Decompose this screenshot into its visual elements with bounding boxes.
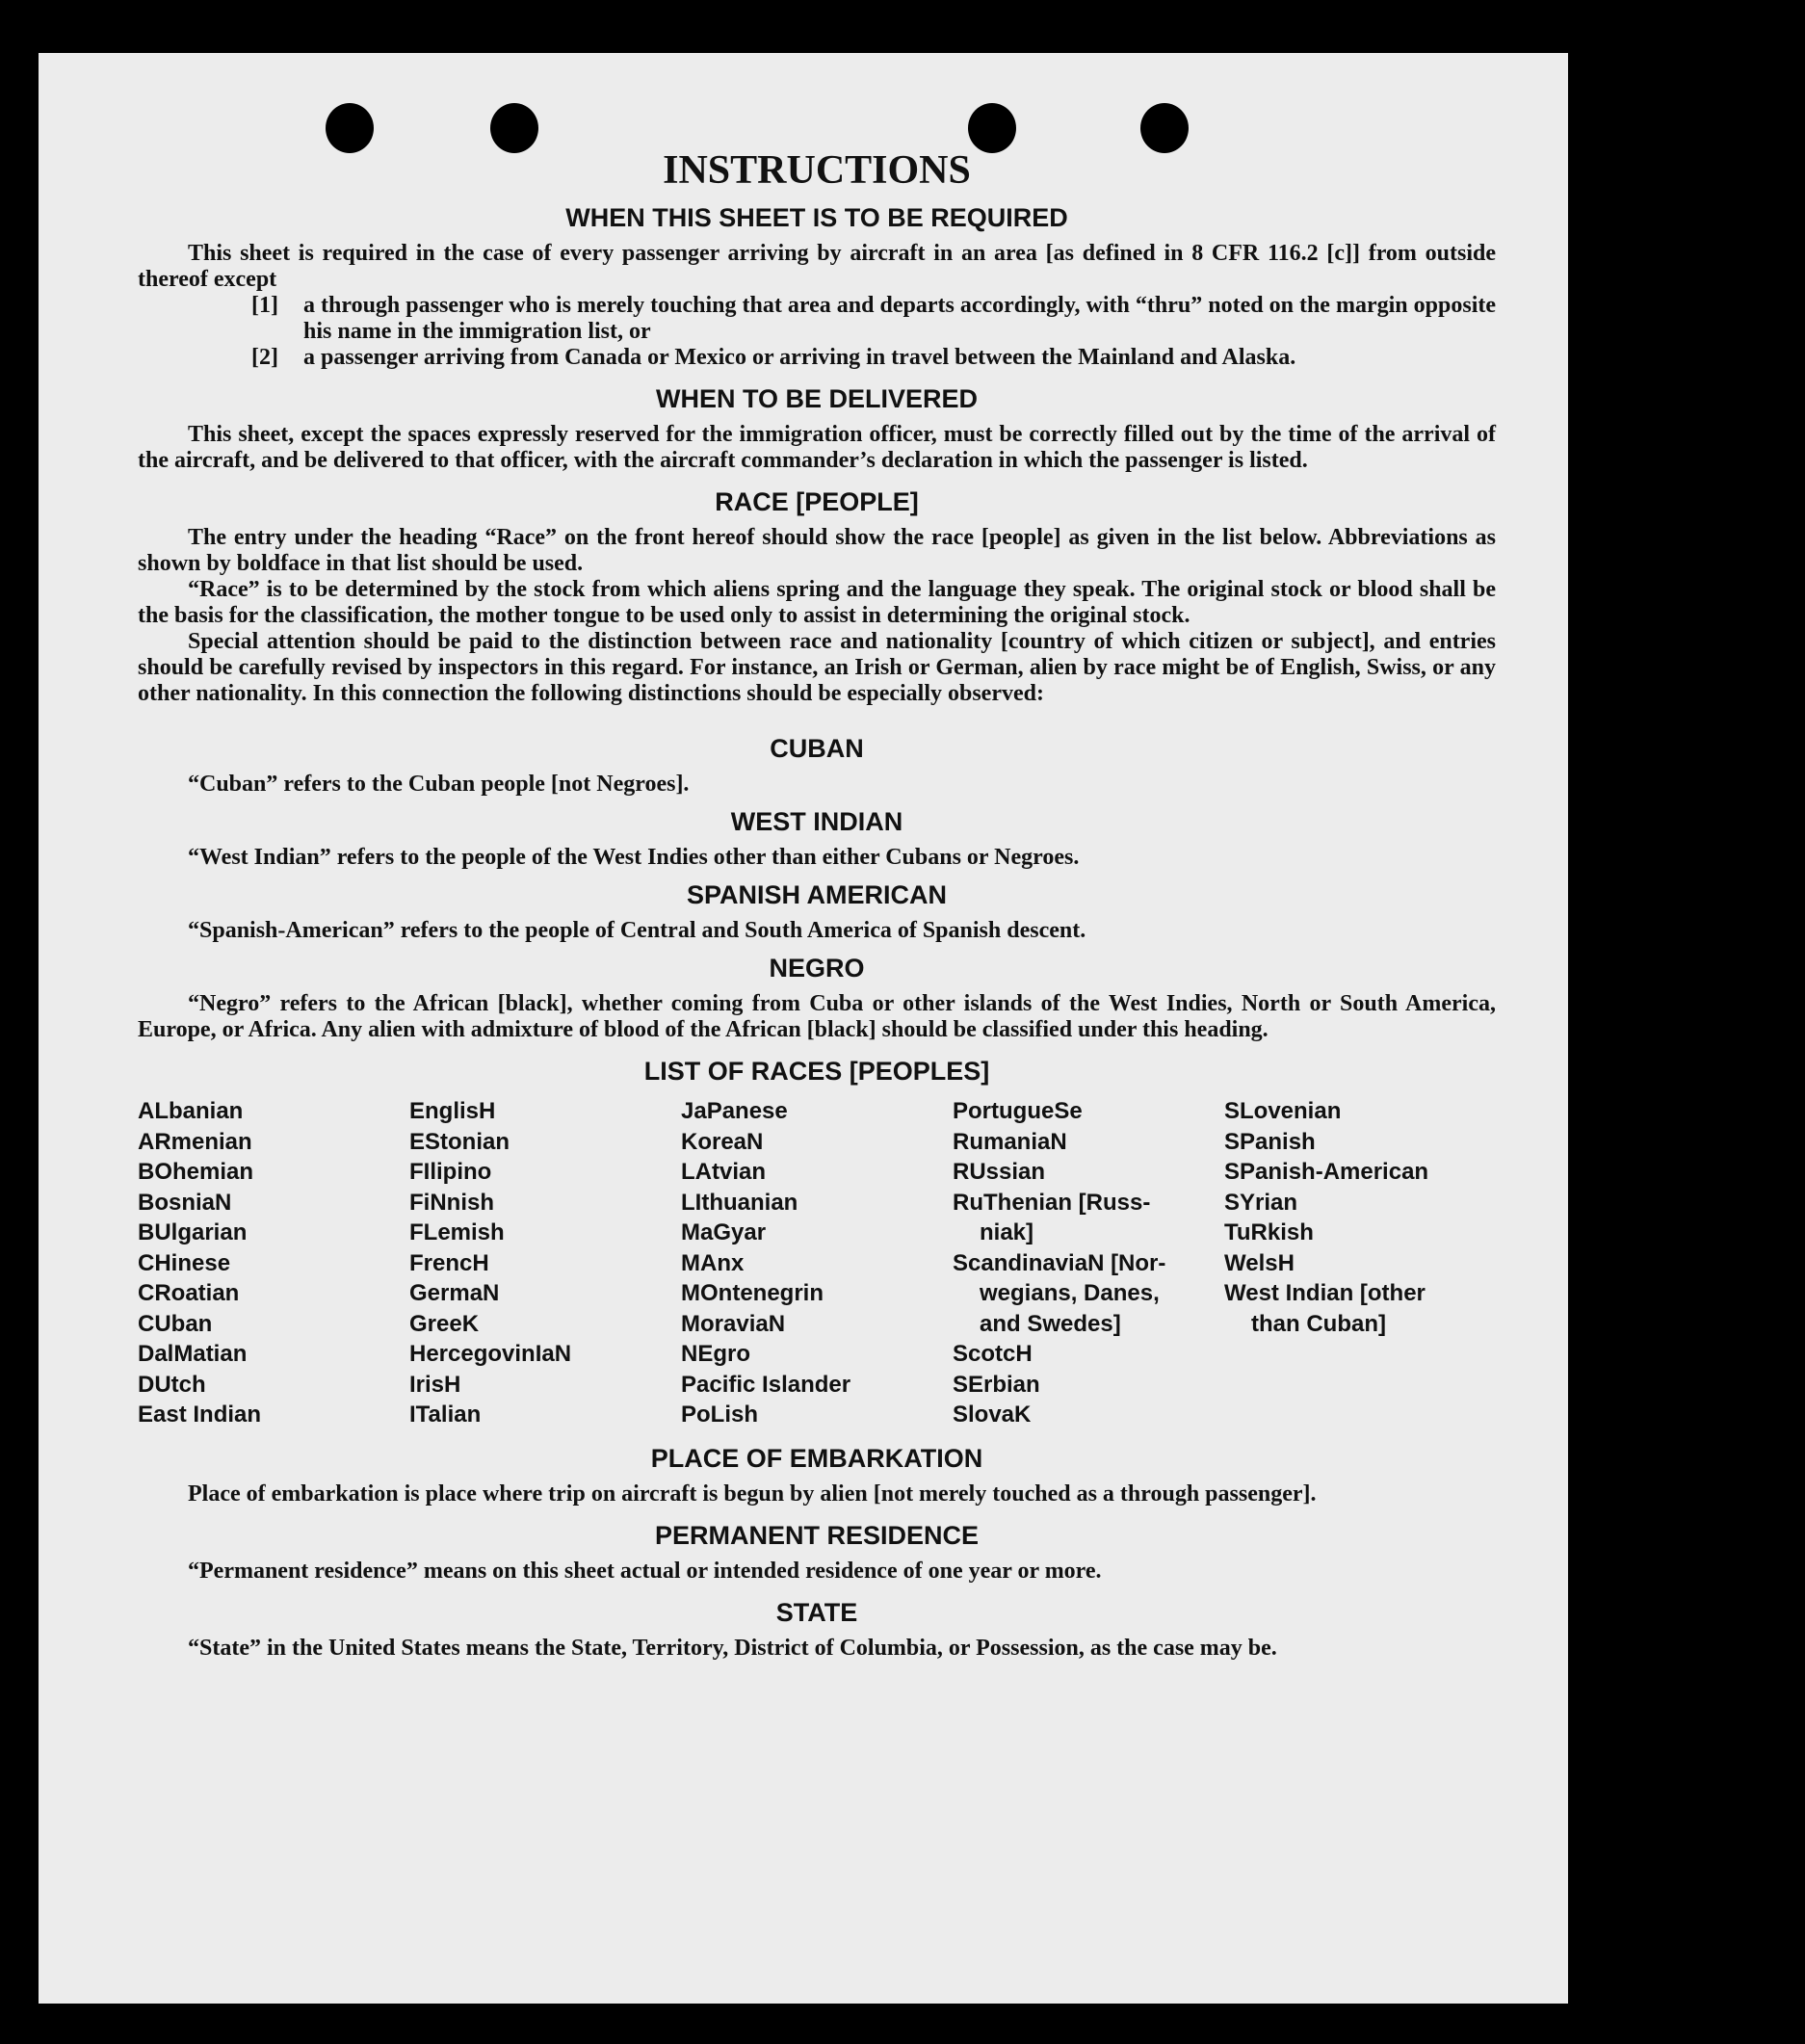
heading-spanish-american: SPANISH AMERICAN	[686, 880, 947, 909]
race-entry: SYrian	[1224, 1189, 1298, 1216]
race-entry: FrencH	[409, 1249, 489, 1276]
heading-place-of-embarkation: PLACE OF EMBARKATION	[650, 1443, 983, 1473]
race-entry: FiNnish	[409, 1189, 494, 1216]
race-entry: MaGyar	[681, 1219, 767, 1245]
exception-number: [1]	[251, 293, 278, 318]
race-entry: GermaN	[409, 1280, 500, 1306]
race-entry: WelsH	[1224, 1249, 1295, 1276]
permanent-residence-text: “Permanent residence” means on this sheet actual or intended residence of one year or more.	[188, 1558, 1102, 1584]
exception-item	[138, 345, 1496, 371]
race-entry: TuRkish	[1224, 1219, 1314, 1245]
race-entry-continuation: and Swedes]	[980, 1310, 1121, 1337]
exception-text: a passenger arriving from Canada or Mexico or arriving in travel between the Mainland and Alaska.	[303, 345, 1296, 370]
heading-west-indian: WEST INDIAN	[730, 807, 903, 836]
race-entry: NEgro	[681, 1341, 750, 1367]
race-entry: CHinese	[138, 1249, 231, 1276]
heading-race: RACE [PEOPLE]	[715, 487, 919, 516]
race-entry: CRoatian	[138, 1280, 240, 1306]
race-entry: RumaniaN	[953, 1128, 1067, 1155]
race-paragraph: “Race” is to be determined by the stock from which aliens spring and the language they speak. The original stock or blood shall be the basis for the classification, the mother tongue to be used only to assist in determining the original stock.	[138, 577, 1496, 628]
races-column	[409, 1096, 681, 1430]
race-entry: EStonian	[409, 1128, 510, 1155]
race-entry-continuation: than Cuban]	[1251, 1310, 1386, 1337]
race-entry-continuation: niak]	[980, 1219, 1034, 1245]
races-column	[138, 1096, 409, 1430]
west-indian-text: “West Indian” refers to the people of the West Indies other than either Cubans or Negroes.	[188, 845, 1080, 870]
race-entry: KoreaN	[681, 1128, 764, 1155]
race-paragraph: The entry under the heading “Race” on the front hereof should show the race [people] as given in the list below. Abbreviations as shown by boldface in that list should be used.	[138, 525, 1496, 576]
race-entry-continuation: wegians, Danes,	[980, 1280, 1160, 1306]
races-column	[953, 1096, 1224, 1430]
race-entry: SlovaK	[953, 1402, 1032, 1428]
race-entry: BosniaN	[138, 1189, 232, 1216]
cuban-text: “Cuban” refers to the Cuban people [not Negroes].	[188, 772, 690, 797]
race-entry: SLovenian	[1224, 1098, 1342, 1124]
punch-hole	[1140, 103, 1189, 153]
races-column	[681, 1096, 953, 1430]
races-column	[1224, 1096, 1496, 1430]
punch-hole	[490, 103, 538, 153]
race-entry: SPanish	[1224, 1128, 1316, 1155]
race-entry: ALbanian	[138, 1098, 244, 1124]
race-entry: PortugueSe	[953, 1098, 1083, 1124]
race-entry: ScandinaviaN [Nor-	[953, 1249, 1166, 1276]
embarkation-text: Place of embarkation is place where trip on aircraft is begun by alien [not merely touched as a through passenger].	[188, 1481, 1317, 1507]
race-entry: West Indian [other	[1224, 1280, 1426, 1306]
punch-hole	[968, 103, 1016, 153]
exception-number: [2]	[251, 345, 278, 370]
heading-when-required: WHEN THIS SHEET IS TO BE REQUIRED	[565, 203, 1068, 232]
race-paragraph: Special attention should be paid to the distinction between race and nationality [country of which citizen or subject], and entries should be carefully revised by inspectors in this regard. For instance, an Irish or German, alien by race might be of English, Swiss, or any other nationality. In this connection the following distinctions should be especially observed:	[138, 629, 1496, 706]
race-entry: GreeK	[409, 1310, 480, 1337]
race-entry: MoraviaN	[681, 1310, 786, 1337]
races-list	[138, 1096, 1496, 1430]
race-entry: FIlipino	[409, 1159, 492, 1185]
heading-permanent-residence: PERMANENT RESIDENCE	[654, 1520, 980, 1550]
race-entry: SPanish-American	[1224, 1159, 1429, 1185]
when-delivered-text: This sheet, except the spaces expressly reserved for the immigration officer, must be correctly filled out by the time of the arrival of the aircraft, and be delivered to that officer, with the aircraft commander’s declaration in which the passenger is listed.	[138, 422, 1496, 473]
race-entry: ARmenian	[138, 1128, 252, 1155]
page-title: INSTRUCTIONS	[663, 148, 971, 193]
race-entry: ScotcH	[953, 1341, 1033, 1367]
race-entry: EnglisH	[409, 1098, 496, 1124]
spanish-american-text: “Spanish-American” refers to the people of Central and South America of Spanish descent.	[188, 918, 1086, 943]
when-required-intro: This sheet is required in the case of every passenger arriving by aircraft in an area [as defined in 8 CFR 116.2 [c]] from outside thereof except	[138, 241, 1496, 292]
race-entry: CUban	[138, 1310, 213, 1337]
race-entry: PoLish	[681, 1402, 759, 1428]
heading-negro: NEGRO	[769, 954, 865, 983]
race-entry: DUtch	[138, 1371, 206, 1398]
instructions-content	[138, 147, 1496, 1662]
punch-hole	[326, 103, 374, 153]
race-entry: DalMatian	[138, 1341, 248, 1367]
race-entry: LAtvian	[681, 1159, 767, 1185]
race-entry: MOntenegrin	[681, 1280, 824, 1306]
state-text: “State” in the United States means the State, Territory, District of Columbia, or Possession, as the case may be.	[188, 1635, 1277, 1661]
race-entry: Pacific Islander	[681, 1371, 851, 1398]
exception-text: a through passenger who is merely touching that area and departs accordingly, with “thru” noted on the margin opposite his name in the immigration list, or	[303, 293, 1496, 344]
race-entry: HercegovinIaN	[409, 1341, 572, 1367]
race-entry: IrisH	[409, 1371, 461, 1398]
document-page	[39, 53, 1568, 2004]
race-entry: ITalian	[409, 1402, 482, 1428]
race-entry: JaPanese	[681, 1098, 788, 1124]
race-entry: RuThenian [Russ-	[953, 1189, 1151, 1216]
negro-text: “Negro” refers to the African [black], whether coming from Cuba or other islands of the West Indies, North or South America, Europe, or Africa. Any alien with admixture of blood of the African [black] should be classified under this heading.	[138, 991, 1496, 1042]
heading-when-delivered: WHEN TO BE DELIVERED	[655, 384, 979, 413]
race-entry: BUlgarian	[138, 1219, 248, 1245]
race-entry: RUssian	[953, 1159, 1046, 1185]
race-entry: BOhemian	[138, 1159, 254, 1185]
race-entry: MAnx	[681, 1249, 745, 1276]
heading-list-of-races: LIST OF RACES [PEOPLES]	[643, 1057, 990, 1086]
race-entry: East Indian	[138, 1402, 262, 1428]
exception-item	[138, 293, 1496, 345]
race-entry: FLemish	[409, 1219, 505, 1245]
race-entry: SErbian	[953, 1371, 1040, 1398]
race-entry: LIthuanian	[681, 1189, 798, 1216]
heading-cuban: CUBAN	[770, 734, 864, 763]
heading-state: STATE	[775, 1597, 858, 1627]
